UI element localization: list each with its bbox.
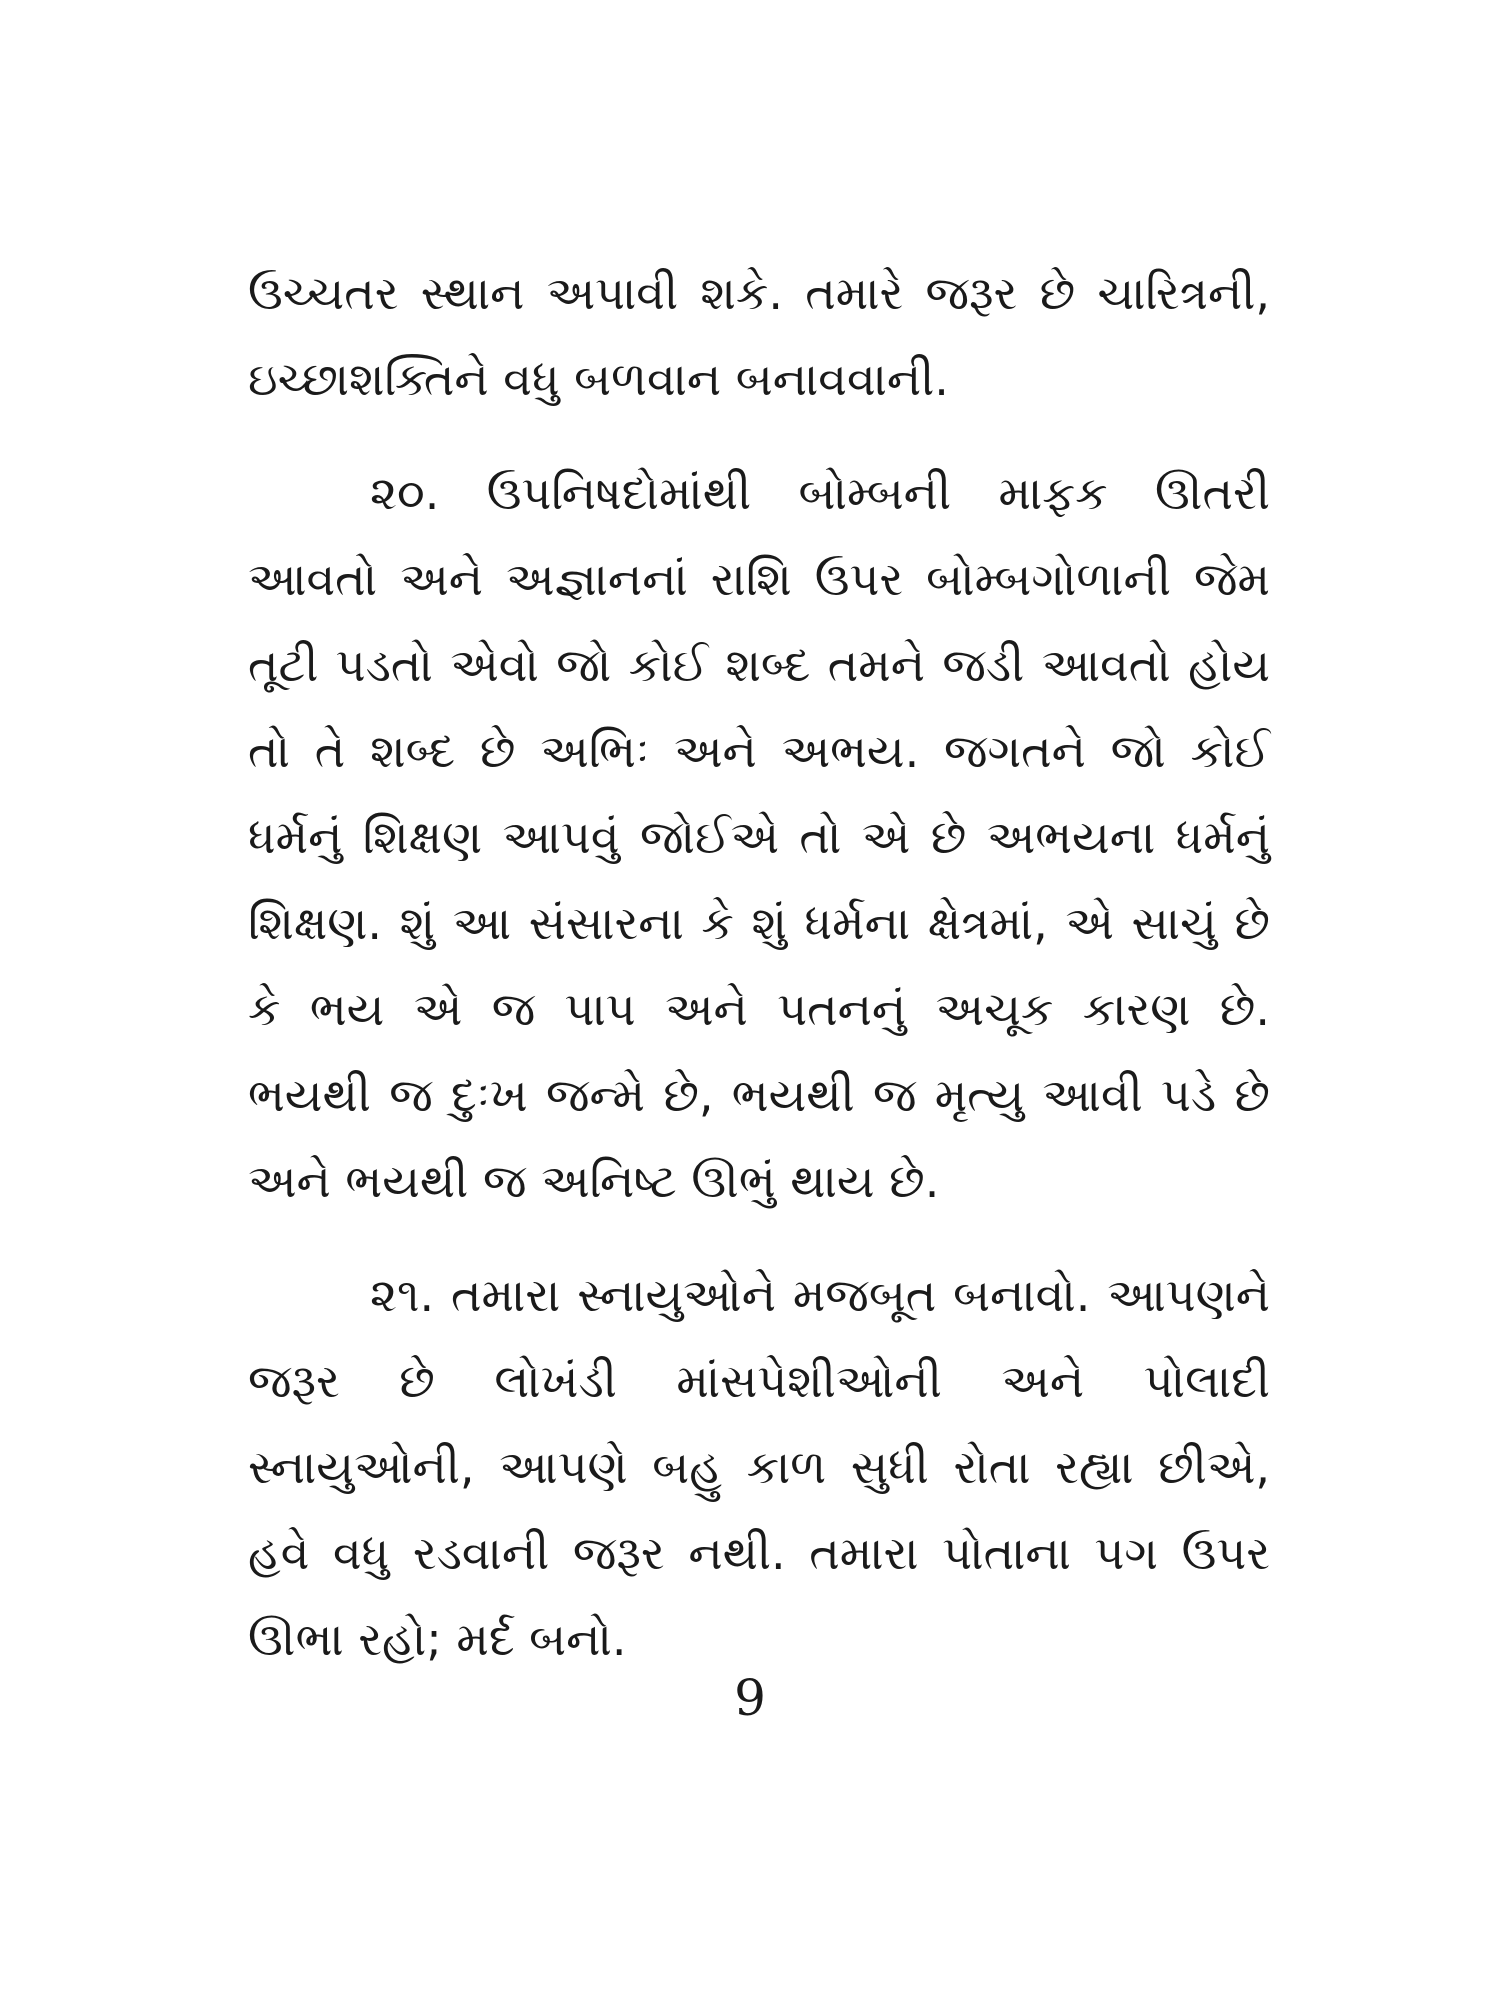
page-body [248, 250, 1270, 1682]
paragraph-20: ૨૦. ઉપનિષદોમાંથી બોમ્બની માફક ઊતરી આવતો અને અજ્ઞાનનાં રાશિ ઉપર બોમ્બગોળાની જેમ તૂટી પડતો એવો જો કોઈ શબ્દ તમને જડી આવતો હોય તો તે શબ્દ છે અભિઃ અને અભય. જગતને જો કોઈ ધર્મનું શિક્ષણ આપવું જોઈએ તો એ છે અભયના ધર્મનું શિક્ષણ. શું આ સંસારના કે શું ધર્મના ક્ષેત્રમાં, એ સાચું છે કે ભય એ જ પાપ અને પતનનું અચૂક કારણ છે. ભયથી જ દુઃખ જન્મે છે, ભયથી જ મૃત્યુ આવી પડે છે અને ભયથી જ અનિષ્ટ ઊભું થાય છે. [248, 466, 1270, 1208]
paragraph-continuation: ઉચ્ચતર સ્થાન અપાવી શકે. તમારે જરૂર છે ચારિત્રની, ઇચ્છાશક્તિને વધુ બળવાન બનાવવાની. [248, 266, 1270, 406]
paragraph-21: ૨૧. તમારા સ્નાયુઓને મજબૂત બનાવો. આપણને જરૂર છે લોખંડી માંસપેશીઓની અને પોલાદી સ્નાયુઓની, આપણે બહુ કાળ સુધી રોતા રહ્યા છીએ, હવે વધુ રડવાની જરૂર નથી. તમારા પોતાના પગ ઉપર ઊભા રહો; મર્દ બનો. [248, 1268, 1270, 1666]
page-number: 9 [734, 1669, 766, 1727]
